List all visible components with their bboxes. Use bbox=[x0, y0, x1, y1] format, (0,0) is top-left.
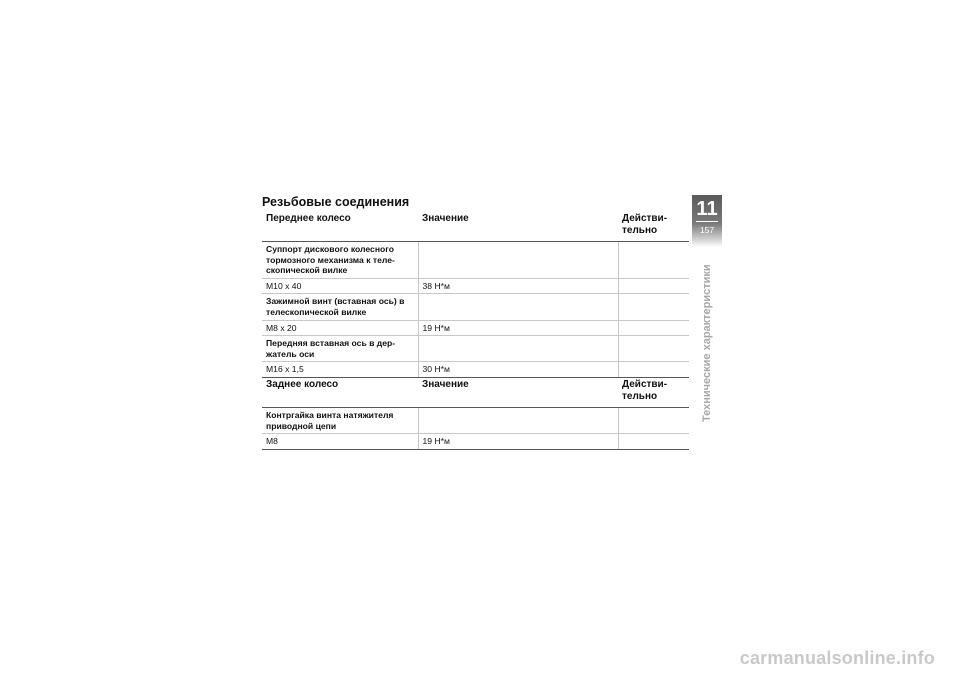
table-row bbox=[262, 336, 689, 362]
row-thread-size: M16 x 1,5 bbox=[262, 362, 418, 378]
rear-wheel-torque-table bbox=[262, 376, 689, 450]
row-torque-value: 30 Н*м bbox=[418, 362, 618, 378]
front-wheel-torque-table bbox=[262, 210, 689, 378]
chapter-number: 11 bbox=[696, 198, 718, 220]
row-actual bbox=[618, 408, 689, 434]
row-thread-size: M8 bbox=[262, 434, 418, 450]
row-value bbox=[418, 408, 618, 434]
row-component: Передняя вставная ось в дер-жатель оси bbox=[262, 336, 418, 362]
page-number: 157 bbox=[699, 225, 715, 235]
row-torque-value: 38 Н*м bbox=[418, 278, 618, 294]
row-actual bbox=[618, 434, 689, 450]
row-component: Зажимной винт (вставная ось) в телескопической вилке bbox=[262, 294, 418, 320]
column-header-value: Значение bbox=[418, 376, 618, 408]
rear-table-body bbox=[262, 408, 689, 450]
table-header-row bbox=[262, 210, 689, 242]
page-title: Резьбовые соединения bbox=[262, 195, 410, 209]
row-actual bbox=[618, 336, 689, 362]
chapter-divider bbox=[696, 221, 718, 222]
row-actual bbox=[618, 294, 689, 320]
column-header-actual: Действи- тельно bbox=[618, 376, 689, 408]
table-row bbox=[262, 294, 689, 320]
column-header-actual: Действи- тельно bbox=[618, 210, 689, 242]
row-thread-size: M10 x 40 bbox=[262, 278, 418, 294]
row-component: Контргайка винта натяжителя приводной цепи bbox=[262, 408, 418, 434]
row-value bbox=[418, 242, 618, 279]
row-torque-value: 19 Н*м bbox=[418, 434, 618, 450]
row-component: Суппорт дискового колесного тормозного механизма к теле-скопической вилке bbox=[262, 242, 418, 279]
column-header-component: Переднее колесо bbox=[262, 210, 418, 242]
watermark-text: carmanualsonline.info bbox=[739, 648, 935, 668]
table-row bbox=[262, 408, 689, 434]
table-row bbox=[262, 320, 689, 336]
chapter-tab bbox=[692, 195, 722, 247]
row-actual bbox=[618, 278, 689, 294]
row-thread-size: M8 x 20 bbox=[262, 320, 418, 336]
row-value bbox=[418, 336, 618, 362]
row-value bbox=[418, 294, 618, 320]
row-torque-value: 19 Н*м bbox=[418, 320, 618, 336]
front-table-body bbox=[262, 242, 689, 378]
row-actual bbox=[618, 242, 689, 279]
column-header-value: Значение bbox=[418, 210, 618, 242]
table-row bbox=[262, 278, 689, 294]
chapter-side-title: Технические характеристики bbox=[701, 264, 713, 422]
column-header-component: Заднее колесо bbox=[262, 376, 418, 408]
table-header-row bbox=[262, 376, 689, 408]
row-actual bbox=[618, 320, 689, 336]
table-row bbox=[262, 242, 689, 279]
table-row bbox=[262, 434, 689, 450]
